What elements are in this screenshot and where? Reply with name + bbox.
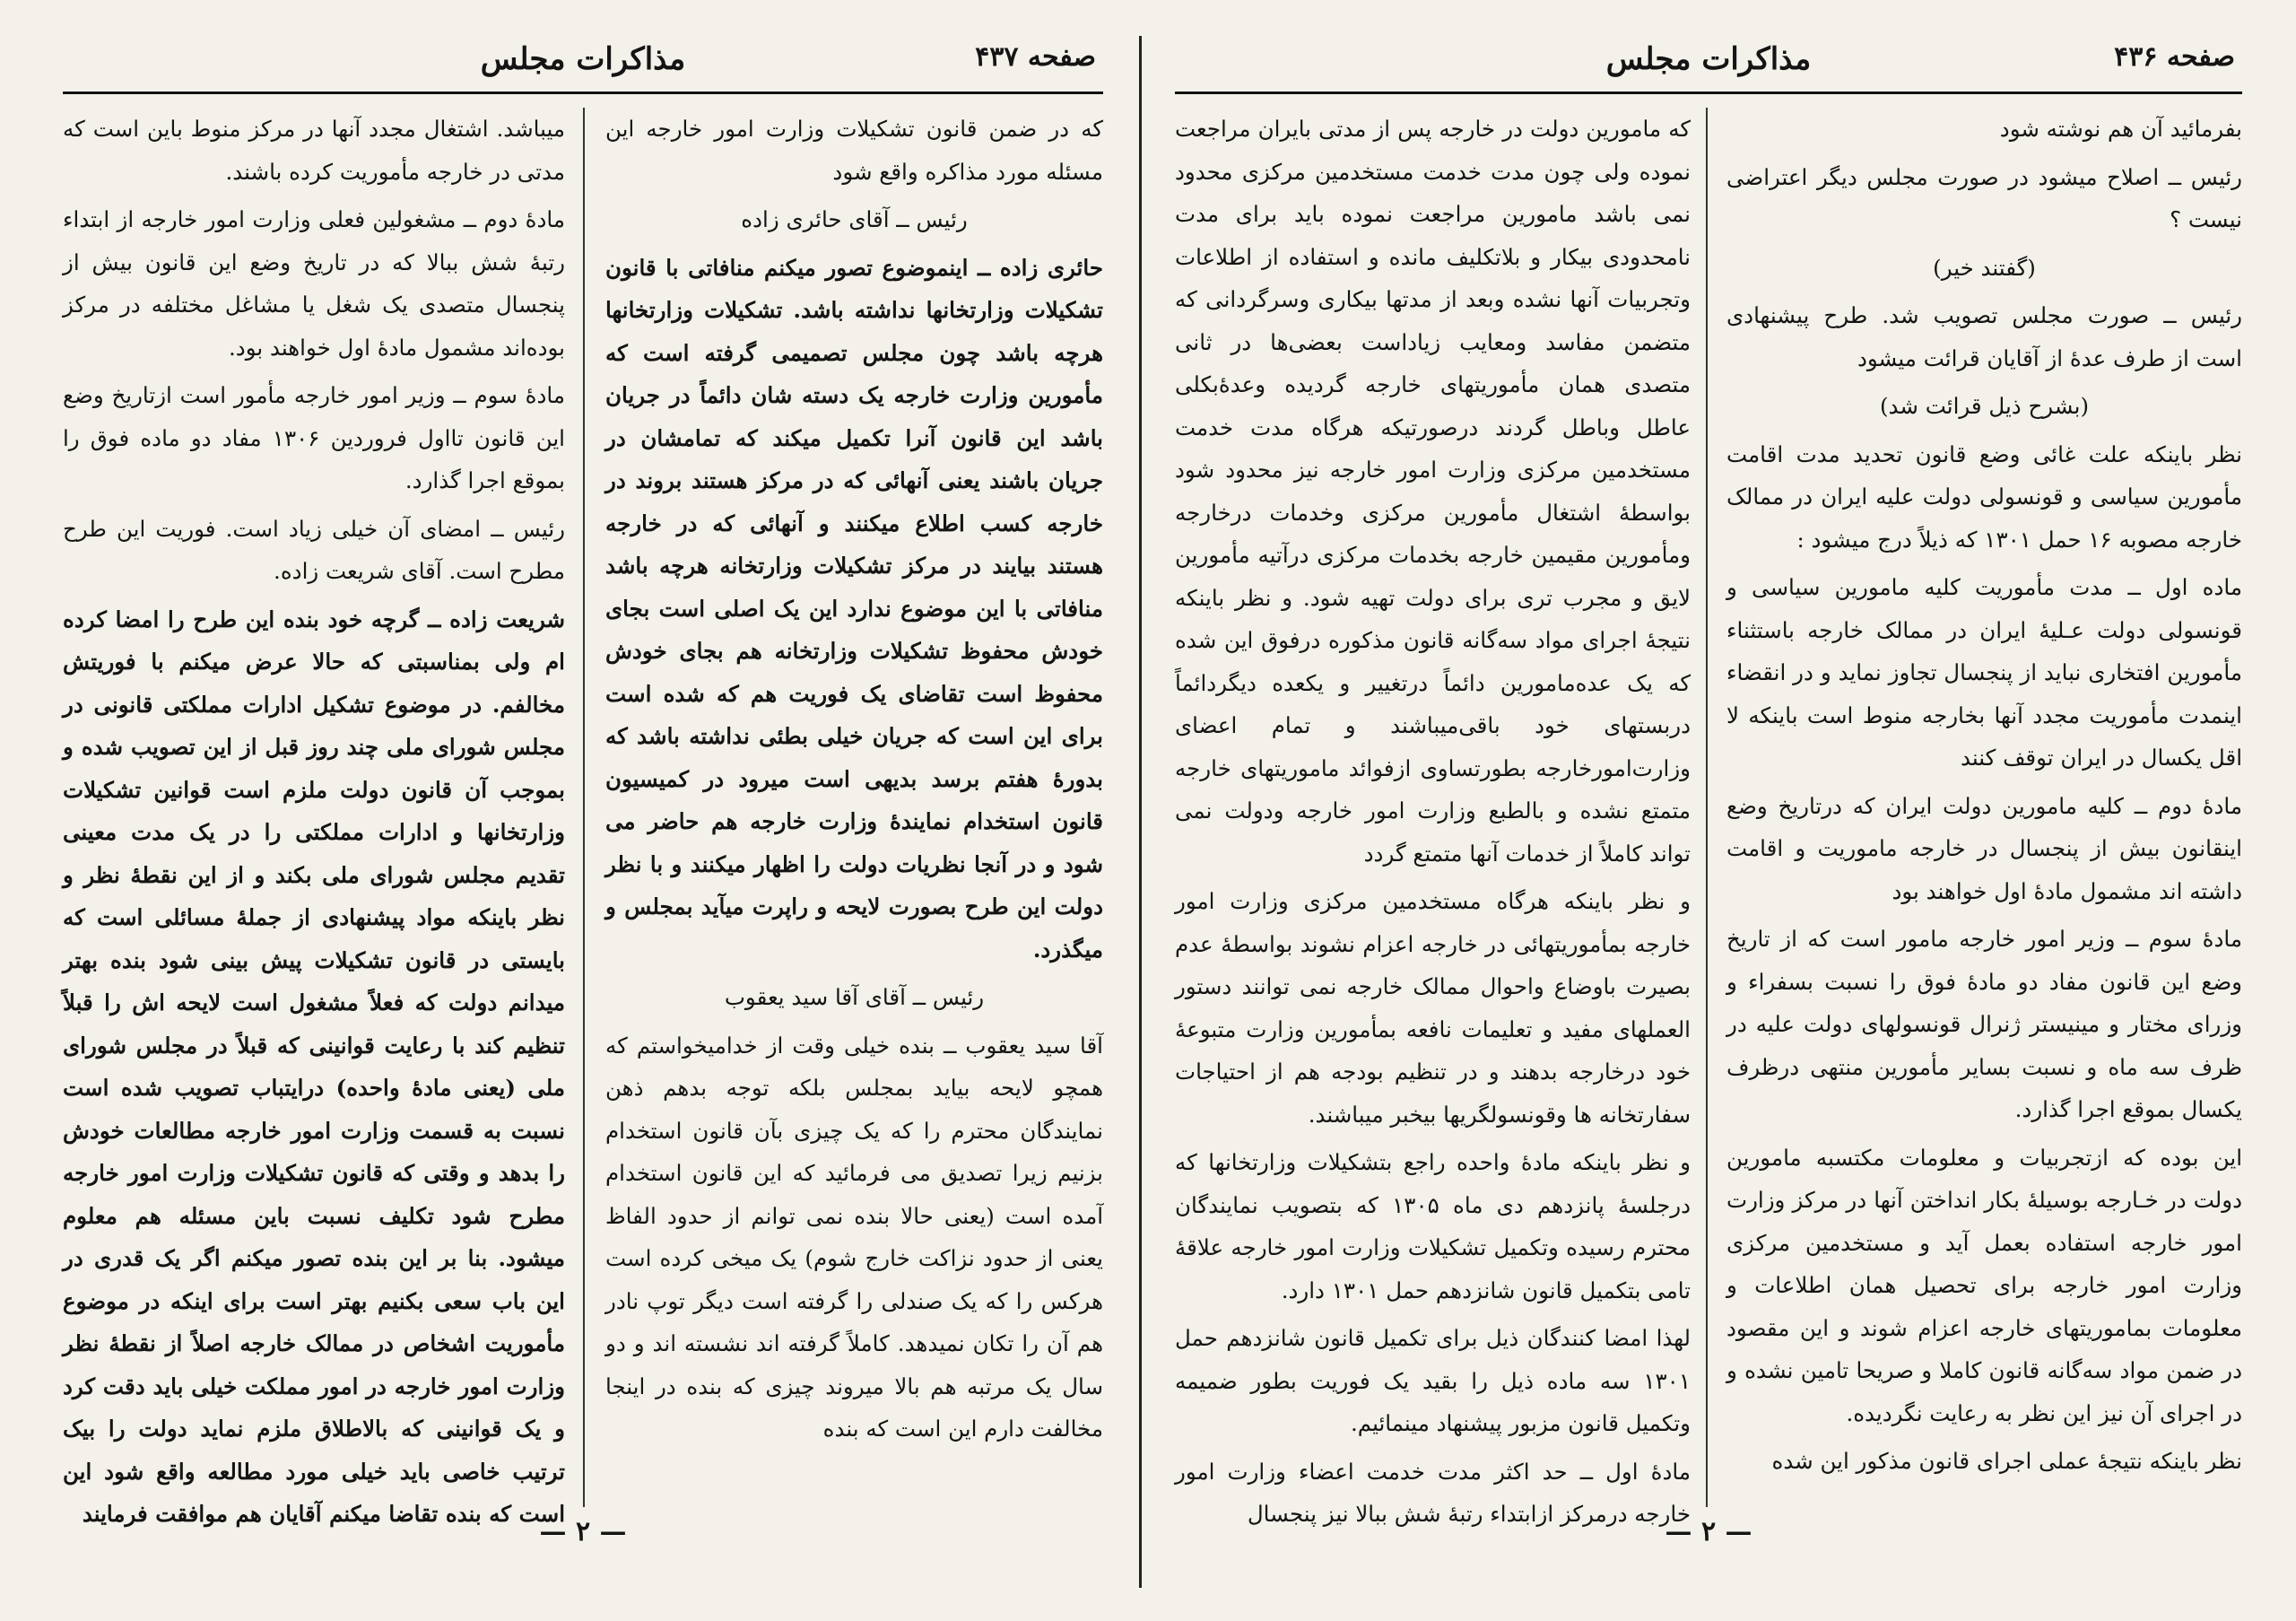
paragraph: که مامورین دولت در خارجه پس از مدتی بایران مراجعت نموده ولی چون مدت خدمت مستخدمین مرکزی محدود نمی باشد مامورین مراجعت نموده باید برای مدت نامحدودی بیکار و بلاتکلیف مانده و استفاده از اطلاعات وتجربیات آنها نشده وبعد از مدتها بیکاری وسرگردانی که متضمن مفاسد ومعایب زیاداست بعضی‌ها در ثانی متصدی همان مأموریتهای خارجه گردیده وعدهٔ‌بکلی عاطل وباطل گردند درصورتیکه هرگاه مدت خدمت مستخدمین مرکزی وزارت امور خارجه نیز محدود شود بواسطهٔ اشتغال مأمورین مرکزی وخدمات درخارجه ومأمورین مقیمین خارجه بخدمات مرکزی درآتیه مأمورین لایق و مجرب تری برای دولت تهیه شود. و نظر باینکه نتیجهٔ اجرای مواد سه‌گانه قانون مذکوره درفوق این شده که یک عده‌مامورین دائماً درتغییر و یکعده دیگردائماً دربستهای خود باقی‌میباشند و تمام اعضای وزارت‌امورخارجه بطورتساوی ازفوائد ماموریتهای خارجه متمتع نشده و بالطبع وزارت امور خارجه ودولت نمی تواند کاملاً از خدمات آنها متمتع گردد xyxy=(1175,116,1691,867)
page-436 xyxy=(1175,36,2242,1588)
paragraph: مادهٔ سوم ــ وزیر امور خارجه مأمور است ازتاریخ وضع این قانون تااول فروردین ۱۳۰۶ مفاد دو ماده فوق را بموقع اجرا گذارد. xyxy=(63,382,565,493)
speaker-call: رئیس ــ آقای حائری زاده xyxy=(741,206,968,232)
page-title: مذاکرات مجلس xyxy=(480,41,686,77)
paragraph: رئیس ــ امضای آن خیلی زیاد است. فوریت این طرح مطرح است. آقای شریعت زاده. xyxy=(63,515,565,584)
page-header xyxy=(1175,36,2242,94)
page-number: صفحه ۴۳۷ xyxy=(975,41,1096,73)
paragraph: شریعت زاده ــ گرچه خود بنده این طرح را امضا کرده ام ولی بمناسبتی که حالا عرض میکنم با فوریتش مخالفم. در موضوع تشکیل ادارات مملکتی قانونی در مجلس شورای ملی چند روز قبل از این تصویب شده و بموجب آن قانون دولت ملزم است قوانین تشکیلات وزارتخانها و ادارات مملکتی را در یک مدت معینی تقدیم مجلس شورای ملی بکند و از این نقطهٔ نظر و نظر باینکه مواد پیشنهادی از جملهٔ مسائلی است که بایستی در قانون تشکیلات پیش بینی شود بنده بهتر میدانم دولت که فعلاً مشغول است لایحه اش را قبلاً تنظیم کند با رعایت قوانینی که قبلاً در مجلس شورای ملی (یعنی مادهٔ واحده) درایتباب تصویب شده است نسبت به قسمت وزارت امور خارجه مطالعات خودش را بدهد و وقتی که قانون تشکیلات وزارت امور خارجه مطرح شود تکلیف نسبت باین مسئله هم معلوم میشود. بنا بر این بنده تصور میکنم اگر یک قدری در این باب سعی بکنیم بهتر است برای اینکه در موضوع مأموریت اشخاص در ممالک خارجه اصلاً از نقطهٔ نظر وزارت امور خارجه در امور مملکت خیلی باید دقت کرد و یک قوانینی که بالاطلاق ملزم نماید دولت را بیک ترتیب خاصی باید خیلی مورد مطالعه واقع شود این است که بنده تقاضا میکنم آقایان هم موافقت فرمایند xyxy=(63,606,565,1527)
column-divider xyxy=(1706,108,1708,1507)
stage-note: (گفتند خیر) xyxy=(1933,254,2036,281)
paragraph: بفرمائید آن هم نوشته شود xyxy=(1999,116,2242,142)
paragraph: حائری زاده ــ اینموضوع تصور میکنم منافاتی با قانون تشکیلات وزارتخانها نداشته باشد. تشکیلات وزارتخانها هرچه باشد چون مجلس تصمیمی گرفته است که مأمورین وزارت خارجه یک دسته شان دائماً در جریان باشد این قانون آنرا تکمیل میکند که تمامشان در جریان باشند یعنی آنهائی که در مرکز هستند بروند در خارجه کسب اطلاع میکنند و آنهائی که در خارجه هستند بیایند در مرکز تشکیلات وزارتخانه هرچه باشد منافاتی با این موضوع ندارد این یک اصلی است بجای خودش محفوظ تشکیلات وزارتخانه هم بجای خودش محفوظ است تقاضای یک فوریت هم که شده است برای این است که جریان خیلی بطئی نداشته باشد که بدورهٔ هفتم برسد بدیهی است میرود در کمیسیون قانون استخدام نمایندهٔ وزارت خارجه هم حاضر می شود و در آنجا نظریات دولت را اظهار میکنند و با نظر دولت این طرح بصورت لایحه و راپرت میآید بمجلس و میگذرد. xyxy=(605,254,1103,963)
paragraph: رئیس ــ صورت مجلس تصویب شد. طرح پیشنهادی است از طرف عدهٔ از آقایان قرائت میشود xyxy=(1726,302,2242,371)
paragraph: آقا سید یعقوب ــ بنده خیلی وقت از خدامیخواستم که همچو لایحه بیاید بمجلس بلکه توجه بدهم ذهن نمایندگان محترم را که یک چیزی بآن قانون استخدام بزنیم زیرا تصدیق می فرمائید که این قانون استخدام آمده است (یعنی حالا بنده نمی توانم از حدود الفاظ یعنی از حدود نزاکت خارج شوم) یک میخی کرده است هرکس را که یک صندلی را گرفته است دیگر توپ نادر هم آن را تکان نمیدهد. کاملاً گرفته اند نشسته اند و دو سال یک مرتبه هم بالا میروند چیزی که بنده در اینجا مخالفت دارم این است که بنده xyxy=(605,1032,1103,1442)
stage-note: (بشرح ذیل قرائت شد) xyxy=(1879,393,2090,419)
column-left xyxy=(63,108,565,1527)
paragraph: که در ضمن قانون تشکیلات وزارت امور خارجه این مسئله مورد مذاکره واقع شود xyxy=(605,116,1103,185)
page-title: مذاکرات مجلس xyxy=(1605,41,1812,77)
page-437 xyxy=(63,36,1103,1588)
column-left xyxy=(1175,108,1691,1527)
paragraph: مادهٔ دوم ــ مشغولین فعلی وزارت امور خارجه از ابتداء رتبهٔ شش ببالا که در تاریخ وضع این قانون بیش از پنجسال متصدی یک شغل یا مشاغل مختلفه در مرکز بوده‌اند مشمول مادهٔ اول خواهند بود. xyxy=(63,206,565,361)
page-header xyxy=(63,36,1103,94)
paragraph: ماده اول ــ مدت مأموریت کلیه مامورین سیاسی و قونسولی دولت عـلیهٔ ایران در ممالک خارجه باستثناء مأمورین افتخاری نباید از پنجسال تجاوز نماید و در انقضاء اینمدت مأموریت مجدد آنها بخارجه منوط است باینکه لا اقل یکسال در ایران توقف کنند xyxy=(1726,574,2242,771)
paragraph: و نظر باینکه مادهٔ واحده راجع بتشکیلات وزارتخانها که درجلسهٔ پانزدهم دی ماه ۱۳۰۵ که بتصویب نمایندگان محترم رسیده وتکمیل تشکیلات وزارت امور خارجه علاقهٔ تامی بتکمیل قانون شانزدهم حمل ۱۳۰۱ دارد. xyxy=(1175,1149,1691,1303)
paragraph: نظر باینکه علت غائی وضع قانون تحدید مدت اقامت مأمورین سیاسی و قونسولی دولت علیه ایران در ممالک خارجه مصوبه ۱۶ حمل ۱۳۰۱ که ذیلاً درج میشود : xyxy=(1726,440,2242,553)
paragraph: مادهٔ اول ــ حد اکثر مدت خدمت اعضاء وزارت امور خارجه درمرکز ازابتداء رتبهٔ شش ببالا نیز پنجسال xyxy=(1175,1458,1691,1527)
paragraph: لهذا امضا کنندگان ذیل برای تکمیل قانون شانزدهم حمل ۱۳۰۱ سه ماده ذیل را بقید یک فوریت بطور ضمیمه وتکمیل قانون مزبور پیشنهاد مینمائیم. xyxy=(1175,1325,1691,1436)
page-number: صفحه ۴۳۶ xyxy=(2114,41,2235,73)
speaker-call: رئیس ــ آقای آقا سید یعقوب xyxy=(724,984,985,1010)
paragraph: مادهٔ دوم ــ کلیه مامورین دولت ایران که درتاریخ وضع اینقانون بیش از پنجسال در خارجه ماموریت و اقامت داشته اند مشمول مادهٔ اول خواهند بود xyxy=(1726,792,2242,904)
page-footer: — ۲ — xyxy=(539,1516,627,1547)
page-footer: — ۲ — xyxy=(1665,1516,1752,1547)
paragraph: و نظر باینکه هرگاه مستخدمین مرکزی وزارت امور خارجه بمأموریتهائی در خارجه اعزام نشوند بواسطهٔ عدم بصیرت باوضاع واحوال ممالک خارجه نمی توانند دستور العملهای مفید و تعلیمات نافعه بمأمورین وزارت متبوعهٔ خود درخارجه بدهند و در تنظیم بودجه هم از احتیاجات سفارتخانه ها وقونسولگریها بیخبر میباشند. xyxy=(1175,888,1691,1128)
paragraph: این بوده که ازتجربیات و معلومات مکتسبه مامورین دولت در خـارجه بوسیلهٔ بکار انداختن آنها در مرکز وزارت امور خارجه استفاده بعمل آید و مستخدمین مرکزی وزارت امور خارجه برای تحصیل همان اطلاعات و معلومات بماموریتهای خارجه اعزام شوند و این مقصود در ضمن مواد سه‌گانه قانون کاملا و صریحا تامین نشده و در اجرای آن نیز این نظر به رعایت نگردیده. xyxy=(1726,1144,2242,1426)
paragraph: رئیس ــ اصلاح میشود در صورت مجلس دیگر اعتراضی نیست ؟ xyxy=(1726,163,2242,232)
column-right xyxy=(605,108,1103,1507)
column-divider xyxy=(583,108,585,1507)
paragraph: مادهٔ سوم ــ وزیر امور خارجه مامور است که از تاریخ وضع این قانون مفاد دو مادهٔ فوق را نسبت بسفراء و وزرای مختار و مینیستر ژنرال قونسولهای دولت علیه در ظرف سه ماه و نسبت بسایر مأمورین منتهی درظرف یکسال بموقع اجرا گذارد. xyxy=(1726,926,2242,1122)
page-gutter xyxy=(1139,36,1142,1588)
paragraph: میباشد. اشتغال مجدد آنها در مرکز منوط باین است که مدتی در خارجه مأموریت کرده باشند. xyxy=(63,116,565,185)
column-right xyxy=(1726,108,2242,1507)
paragraph: نظر باینکه نتیجهٔ عملی اجرای قانون مذکور این شده xyxy=(1771,1448,2242,1474)
